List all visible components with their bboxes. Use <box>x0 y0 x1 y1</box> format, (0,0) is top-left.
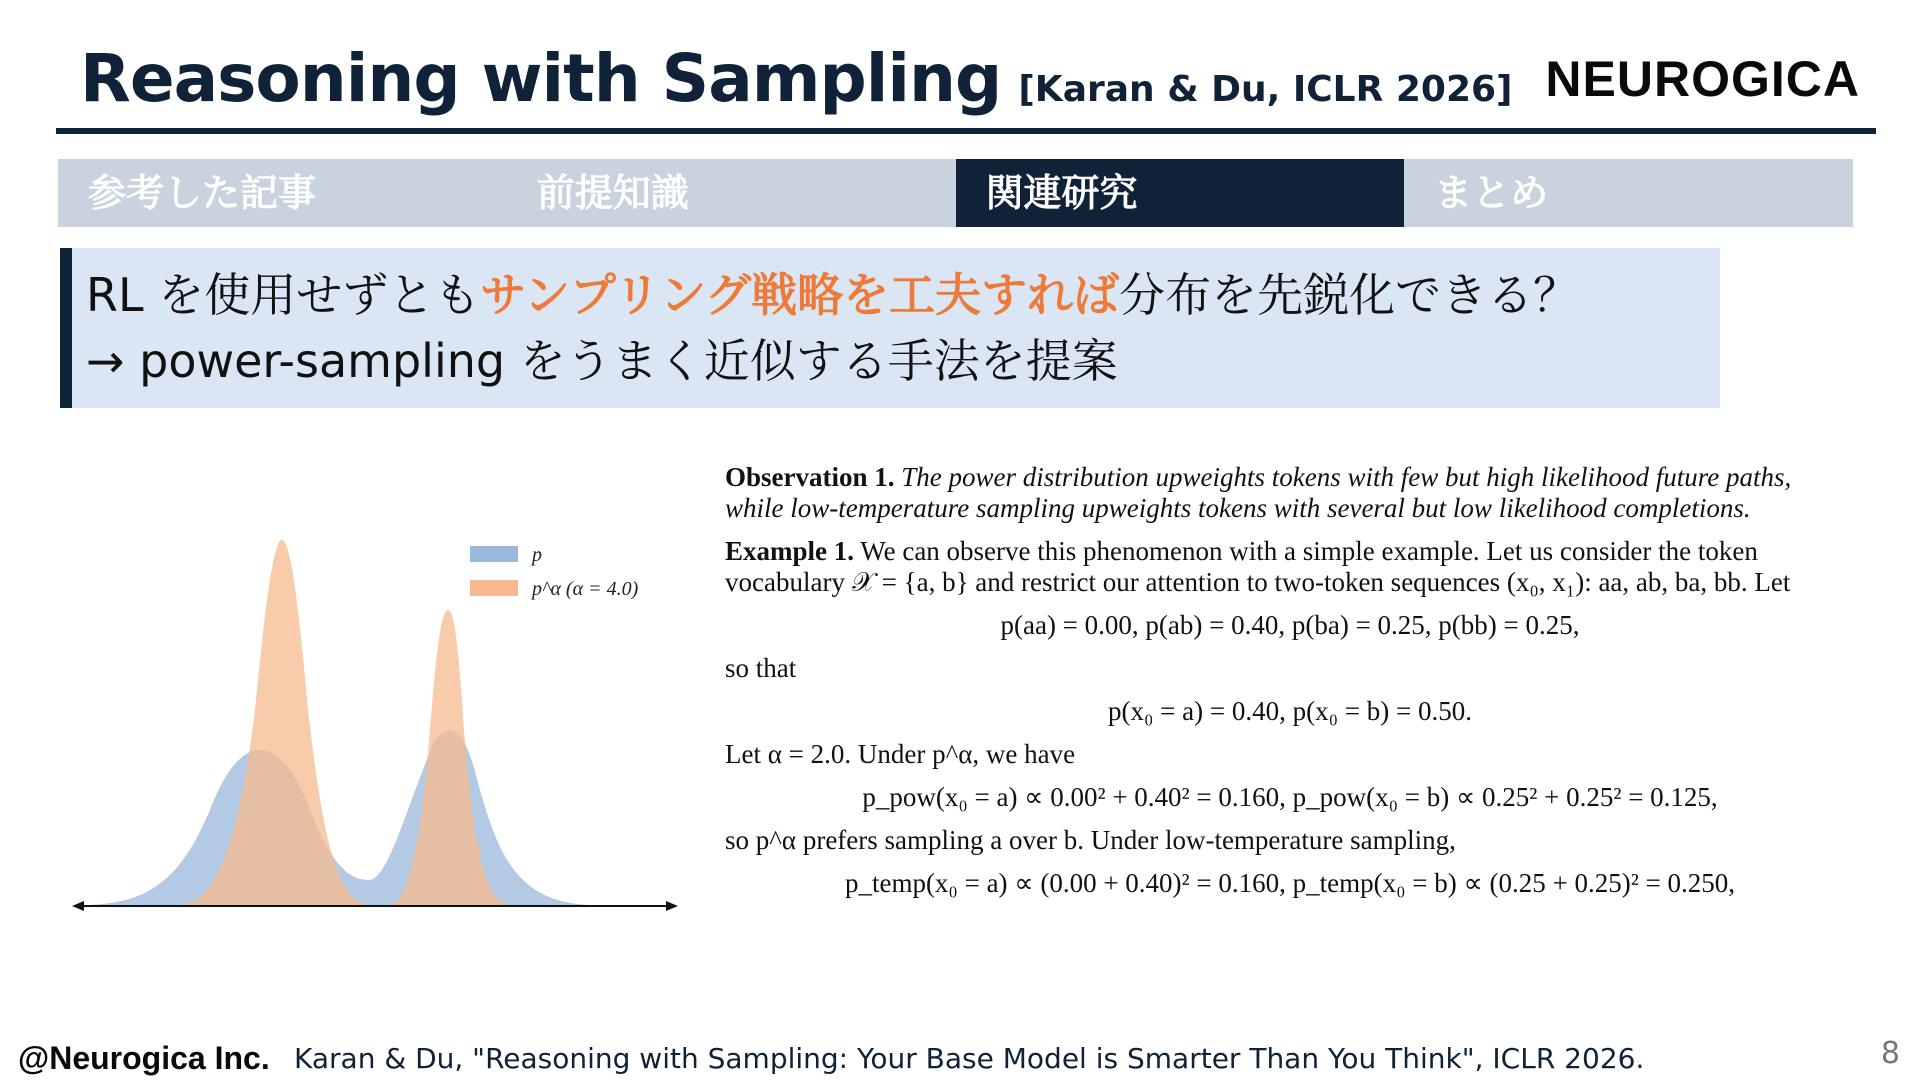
company-name: @Neurogica Inc. <box>18 1040 270 1076</box>
callout-line-1 <box>86 262 1720 328</box>
legend-label-p: p <box>532 544 542 566</box>
prefers-text: so p^α prefers sampling a over b. Under low-temperature sampling, <box>725 825 1456 855</box>
section-tabs <box>58 159 1853 227</box>
legend-label-p-alpha: p^α (α = 4.0) <box>532 578 639 600</box>
callout-line-1-post: 分布を先鋭化できる？ <box>1119 268 1580 322</box>
let-alpha-text: Let α = 2.0. Under p^α, we have <box>725 739 1076 769</box>
callout-line-2: → power-sampling をうまく近似する手法を提案 <box>86 334 1118 388</box>
equation-marginal-probs: p(x₀ = a) = 0.40, p(x₀ = b) = 0.50. <box>1108 696 1472 726</box>
equation-joint-probs: p(aa) = 0.00, p(ab) = 0.40, p(ba) = 0.25, p(bb) = 0.25, <box>1000 610 1580 640</box>
callout-line-1-pre: RL を使用せずとも <box>86 268 481 322</box>
tab-related-work[interactable]: 関連研究 <box>956 159 1405 227</box>
tab-articles[interactable]: 参考した記事 <box>58 159 507 227</box>
equation-power-probs: p_pow(x₀ = a) ∝ 0.00² + 0.40² = 0.160, p_pow(x₀ = b) ∝ 0.25² + 0.25² = 0.125, <box>862 782 1718 812</box>
tab-summary[interactable]: まとめ <box>1404 159 1853 227</box>
example-label: Example 1. <box>725 536 855 566</box>
x-axis-right-arrow <box>666 901 678 911</box>
reference-citation: Karan & Du, "Reasoning with Sampling: Your Base Model is Smarter Than You Think", ICLR 2026. <box>294 1042 1645 1075</box>
observation-text: The power distribution upweights tokens with few but high likelihood future paths, while low-temperature sampling upweights tokens with several but low likelihood completions. <box>725 462 1792 523</box>
company-logo: NEURОGICA <box>1545 51 1860 107</box>
x-axis-left-arrow <box>72 901 84 911</box>
so-that-text: so that <box>725 653 797 683</box>
key-message-callout <box>60 248 1720 408</box>
paper-excerpt <box>725 462 1855 911</box>
equation-temp-probs: p_temp(x₀ = a) ∝ (0.00 + 0.40)² = 0.160, p_temp(x₀ = b) ∝ (0.25 + 0.25)² = 0.250, <box>844 868 1736 898</box>
example-text: We can observe this phenomenon with a simple example. Let us consider the token vocabulary 𝒳 = {a, b} and restrict our attention to two-token sequences (x₀, x₁): aa, ab, ba, bb. Let <box>725 536 1791 597</box>
legend-swatch-p-alpha <box>470 580 518 596</box>
callout-highlight: サンプリング戦略を工夫すれば <box>480 268 1120 322</box>
page-number: 8 <box>1880 1036 1900 1071</box>
legend-swatch-p <box>470 546 518 562</box>
slide-title <box>80 40 1513 117</box>
tab-prerequisites[interactable]: 前提知識 <box>507 159 956 227</box>
observation-label: Observation 1. <box>725 462 895 492</box>
title-divider <box>56 128 1876 134</box>
title-text: Reasoning with Sampling <box>80 40 1002 117</box>
distribution-figure <box>70 530 680 920</box>
example-paragraph <box>725 536 1855 598</box>
title-citation: [Karan & Du, ICLR 2026] <box>1018 69 1513 110</box>
p-alpha-distribution-curve <box>180 540 510 905</box>
observation-paragraph <box>725 462 1855 524</box>
